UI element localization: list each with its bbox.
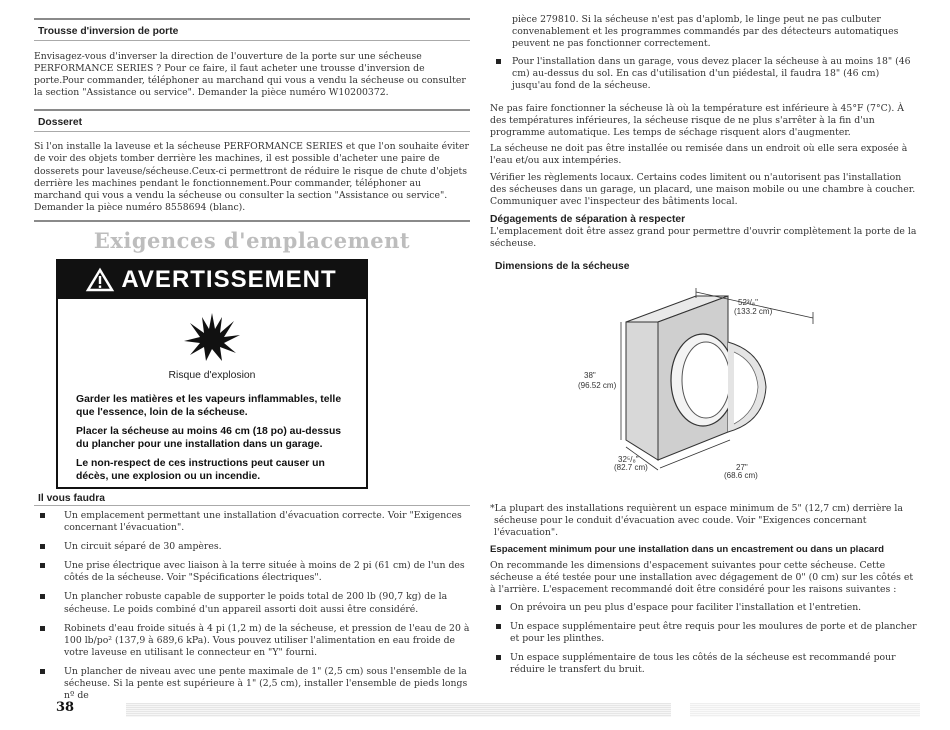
dim-width-cm: (68.6 cm) (724, 471, 758, 480)
dosseret-text: Si l'on installe la laveuse et la sécheuse PERFORMANCE SERIES et que l'on souhaite éviter de voir des objets tomber derrière les machines, il est possible d'acheter une paire de dosserets pour laveuse/sécheuse.Ceux-ci permettront de réduire le risque de chute d'objets derrière les machines pendant le fonctionnement.Pour commander, téléphoner au marchand qui vous a vendu la sécheuse ou consulter la section "Assistance ou service". Demander la pièce numéro 8558694 (blanc). (34, 141, 469, 213)
outdoor-text: La sécheuse ne doit pas être installée ou remisée dans un endroit où elle sera exposée à l'eau et/ou aux intempéries. (490, 142, 908, 166)
list-item: Une prise électrique avec liaison à la terre située à moins de 2 pi (61 cm) de l'un des côtés de la sécheuse. Voir "Spécifications électriques". (34, 560, 470, 584)
dim-total-width-cm: (133.2 cm) (734, 307, 773, 316)
requirements-section (34, 493, 470, 709)
spacing-heading: Espacement minimum pour une installation dans un encastrement ou dans un placard (490, 544, 884, 556)
spacing-list (490, 602, 920, 676)
warning-subtitle: Risque d'explosion (168, 370, 256, 381)
dim-width: 27" (736, 463, 748, 472)
warning-header (58, 261, 366, 299)
left-column (34, 0, 470, 253)
list-item: Un espace supplémentaire de tous les côtés de la sécheuse est recommandé pour réduire le transfert du bruit. (490, 652, 920, 676)
page-number: 38 (56, 700, 75, 715)
list-item: Un plancher de niveau avec une pente maximale de 1" (2,5 cm) sous l'ensemble de la sécheuse. Si la pente est supérieure à 1" (2,5 cm), installer l'ensemble de pieds longs nº de (34, 666, 470, 702)
dim-height: 38" (584, 371, 596, 380)
right-bottom (490, 503, 920, 683)
page-title: Exigences d'emplacement (93, 227, 411, 253)
right-column (490, 14, 920, 272)
clearance-heading: Dégagements de séparation à respecter (490, 214, 686, 226)
footer-bar (690, 703, 920, 717)
vent-note: *La plupart des installations requièrent un espace minimum de 5" (12,7 cm) derrière la sécheuse pour le conduit d'évacuation avec coude. Voir "Exigences concernant l'évacuation". (490, 503, 903, 539)
divider (34, 40, 470, 41)
divider (34, 220, 470, 222)
garage-list (490, 56, 920, 92)
dryer-dimensions-diagram (578, 282, 838, 492)
requirements-list (34, 510, 470, 702)
divider (34, 18, 470, 20)
explosion-icon (58, 311, 366, 368)
dosseret-heading: Dosseret (38, 117, 83, 129)
list-item: On prévoira un peu plus d'espace pour faciliter l'installation et l'entretien. (490, 602, 920, 614)
list-item: Pour l'installation dans un garage, vous devez placer la sécheuse à au moins 18" (46 cm) au-dessus du sol. En cas d'utilisation d'un piédestal, il faudra 18" (46 cm) jusqu'au fond de la sécheuse. (490, 56, 920, 92)
list-item: Un espace supplémentaire peut être requis pour les moulures de porte et de plancher et pour les plinthes. (490, 621, 920, 645)
warning-triangle-icon (87, 268, 113, 292)
warning-title: AVERTISSEMENT (121, 266, 337, 293)
trousse-heading: Trousse d'inversion de porte (38, 26, 179, 37)
dim-height-cm: (96.52 cm) (578, 381, 617, 390)
divider (34, 131, 470, 132)
dim-total-width: 52³/₈" (738, 298, 758, 307)
warning-text-1: Garder les matières et les vapeurs inflammables, telle que l'essence, loin de la sécheuse. (76, 394, 342, 418)
warning-box (56, 259, 368, 489)
dim-depth: 32⁵/₈" (618, 455, 639, 464)
codes-text: Vérifier les règlements locaux. Certains codes limitent ou n'autorisent pas l'installation des sécheuses dans un garage, un placard, une maison mobile ou une chambre à coucher. Communiquer avec l'inspecteur des bâtiments local. (490, 172, 916, 208)
trousse-text: Envisagez-vous d'inverser la direction de l'ouverture de la porte sur une sécheuse PERFORMANCE SERIES ? Pour ce faire, il faut acheter une trousse d'inversion de porte.Pour commander, téléphoner au marchand qui vous a vendu la sécheuse ou consulter la section "Assistance ou service". Demander la pièce numéro W10200372. (34, 51, 466, 99)
warning-text-2: Placer la sécheuse au moins 46 cm (18 po) au-dessus du plancher pour une installation dans un garage. (76, 426, 342, 450)
clearance-text: L'emplacement doit être assez grand pour permettre d'ouvrir complètement la porte de la sécheuse. (490, 226, 917, 250)
warning-text-3: Le non-respect de ces instructions peut causer un décès, une explosion ou un incendie. (76, 458, 325, 482)
requirements-heading: Il vous faudra (38, 493, 105, 504)
list-item: Un plancher robuste capable de supporter le poids total de 200 lb (90,7 kg) de la sécheuse. Le poids combiné d'un appareil assorti doit aussi être considéré. (34, 591, 470, 615)
dimensions-heading: Dimensions de la sécheuse (495, 260, 630, 272)
footer-bar (126, 703, 671, 717)
list-item: Un emplacement permettant une installation d'évacuation correcte. Voir "Exigences concernant l'évacuation". (34, 510, 470, 534)
list-item: Un circuit séparé de 30 ampères. (34, 541, 470, 553)
list-item: Robinets d'eau froide situés à 4 pi (1,2 m) de la sécheuse, et pression de l'eau de 20 à 100 lb/po² (137,9 à 689,6 kPa). Vous pouvez utiliser l'alimentation en eau froide de votre laveuse en utilisant le connecteur en "Y" fourni. (34, 623, 470, 659)
continued-item: pièce 279810. Si la sécheuse n'est pas d'aplomb, le linge peut ne pas culbuter convenablement et les programmes commandés par des détecteurs automatiques peuvent ne pas fonctionner correctement. (512, 14, 899, 50)
spacing-text: On recommande les dimensions d'espacement suivantes pour cette sécheuse. Cette sécheuse a été testée pour une installation avec dégagement de 0" (0 cm) sur les côtés et à l'arrière. L'espacement recommandé doit être considéré pour les raisons suivantes : (490, 560, 914, 596)
divider (34, 505, 470, 506)
temperature-text: Ne pas faire fonctionner la sécheuse là où la température est inférieure à 45°F (7°C). À des températures inférieures, la sécheuse risque de ne plus s'arrêter à la fin d'un programme automatique. Les temps de séchage risquent alors d'augmenter. (490, 102, 904, 138)
divider (34, 109, 470, 111)
dim-depth-cm: (82.7 cm) (614, 463, 648, 472)
